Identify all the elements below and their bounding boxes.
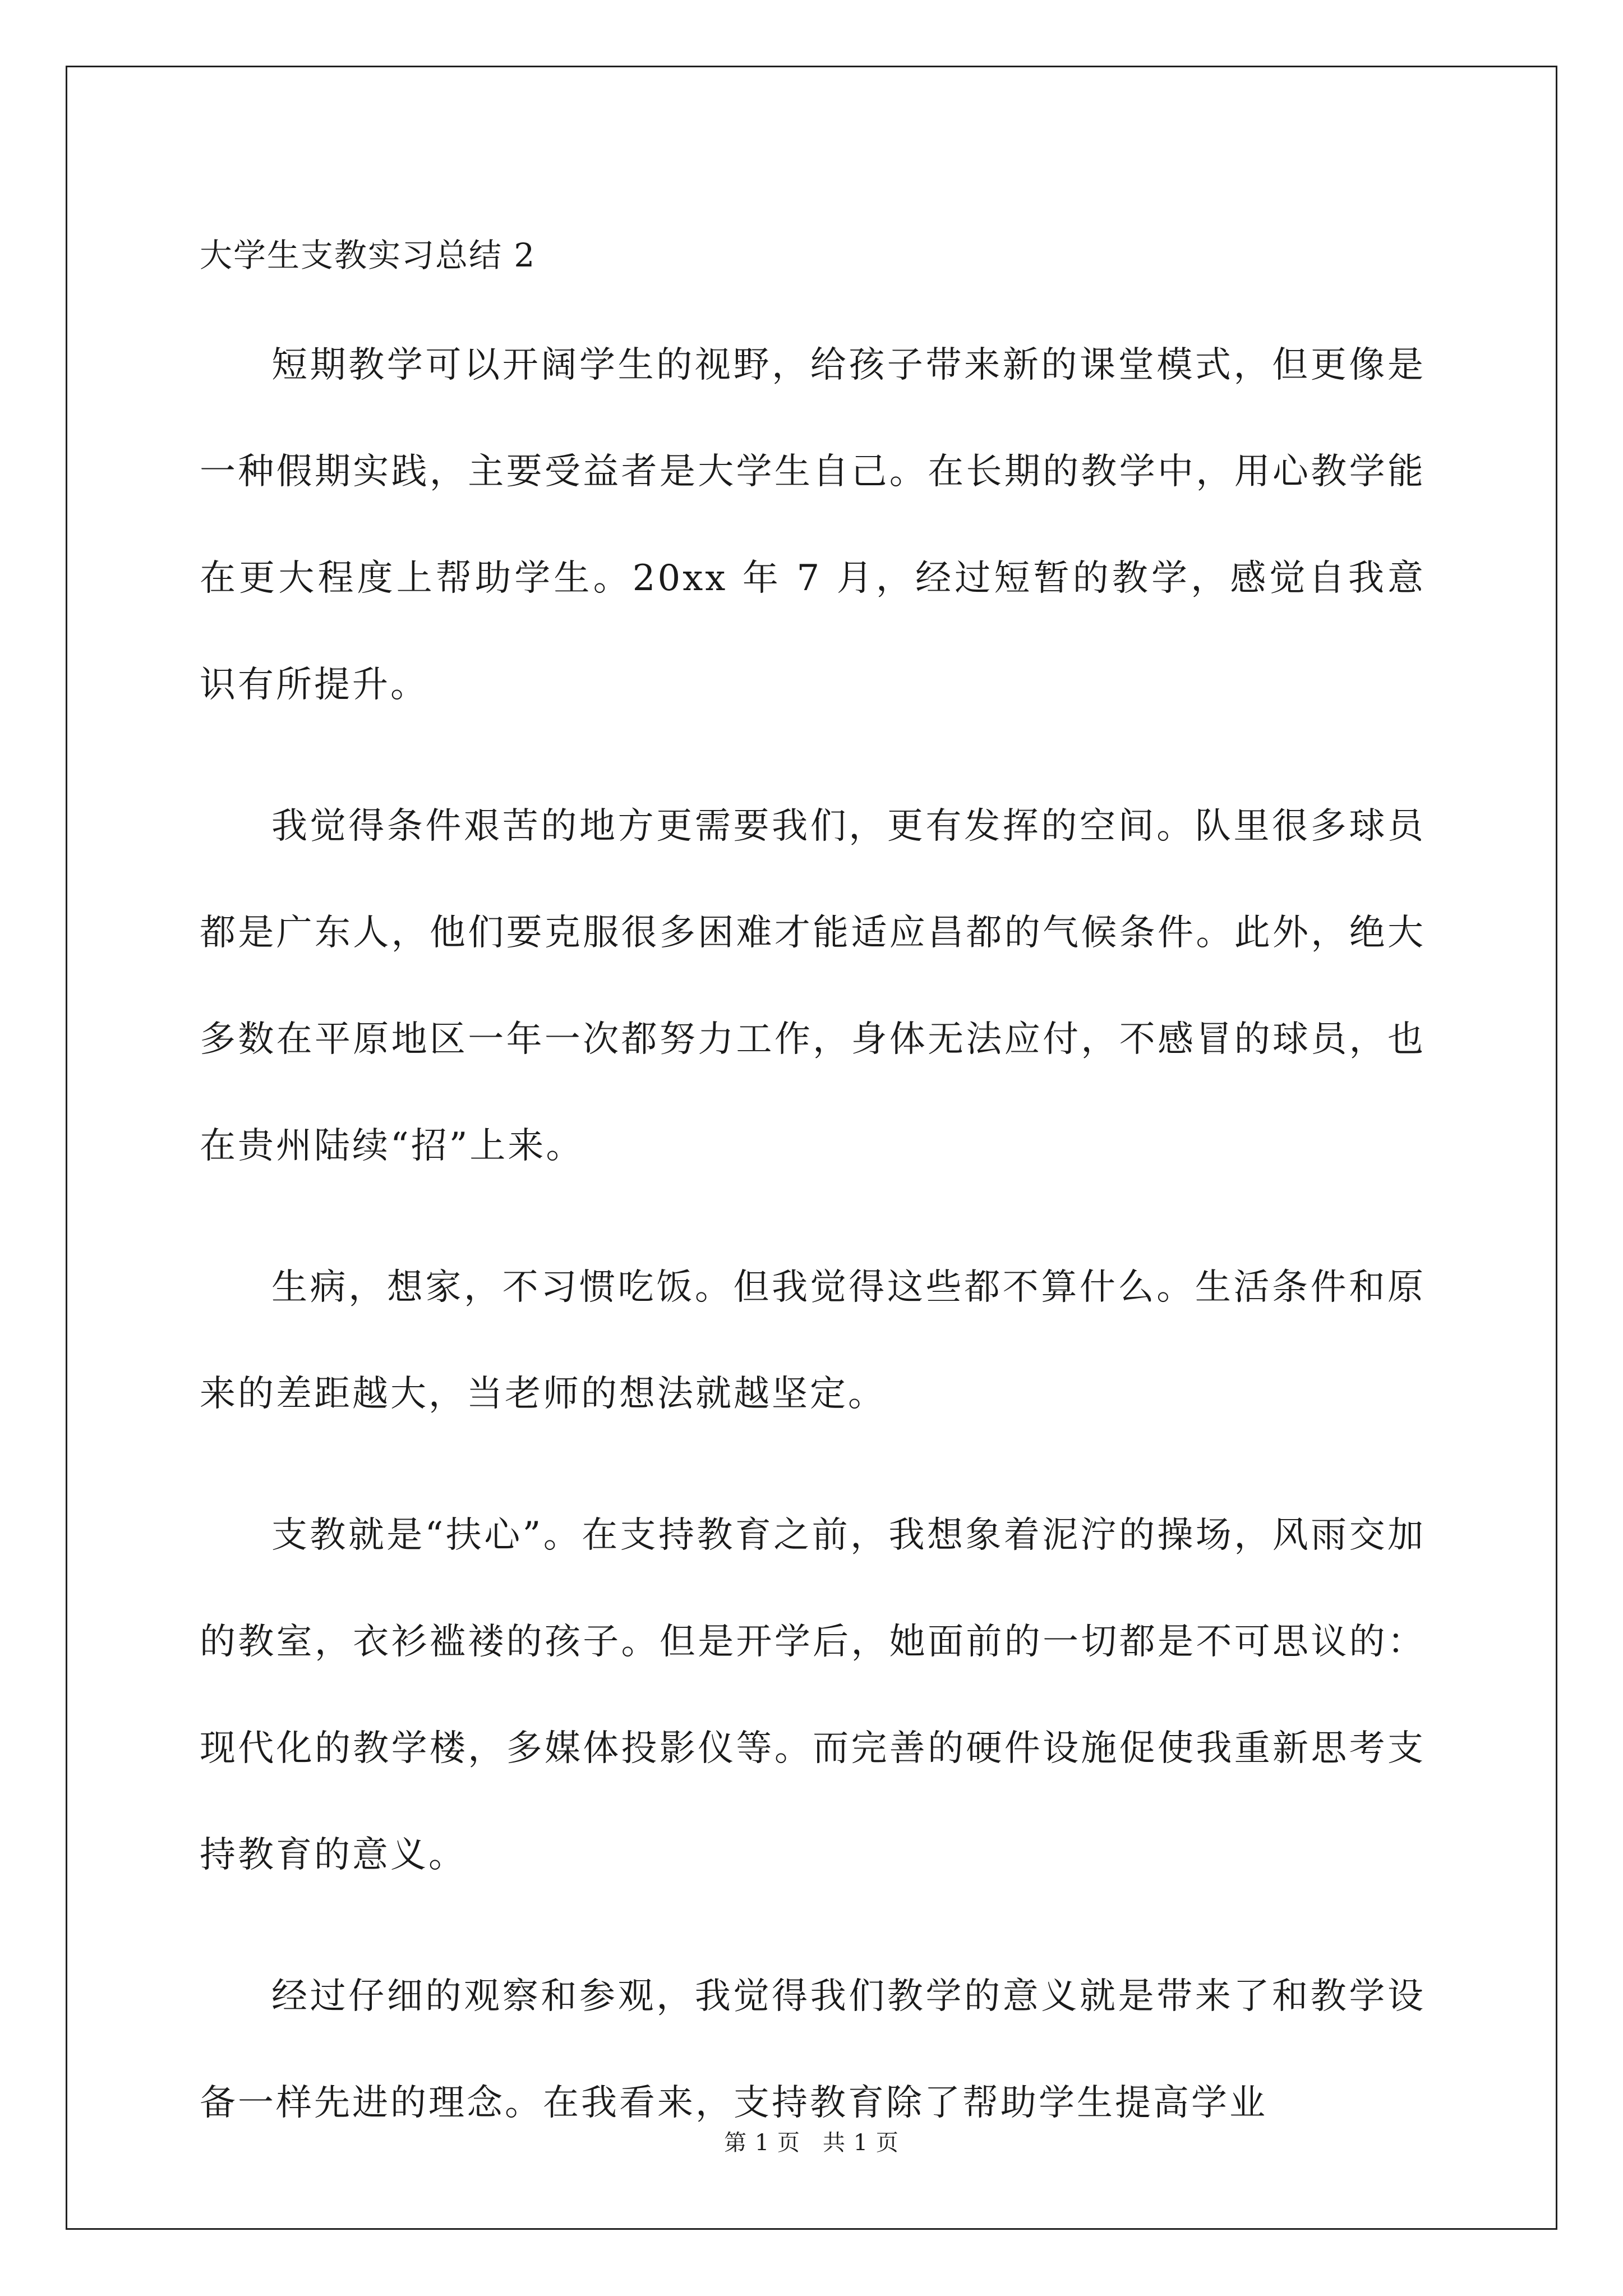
paragraph-2: 我觉得条件艰苦的地方更需要我们，更有发挥的空间。队里很多球员都是广东人，他们要克服很多困难才能适应昌都的气候条件。此外，绝大多数在平原地区一年一次都努力工作，身体无法应付，不感冒的球员，也在贵州陆续“招”上来。 (200, 806, 1426, 1167)
document-body (200, 224, 1426, 2156)
total-pages: 共 1 页 (823, 2130, 899, 2156)
paragraph-1: 短期教学可以开阔学生的视野，给孩子带来新的课堂模式，但更像是一种假期实践，主要受益者是大学生自己。在长期的教学中，用心教学能在更大程度上帮助学生。20xx 年 7 月，经过短暂的教学，感觉自我意识有所提升。 (200, 344, 1426, 706)
paragraph-4: 支教就是“扶心”。在支持教育之前，我想象着泥泞的操场，风雨交加的教室，衣衫褴褛的孩子。但是开学后，她面前的一切都是不可思议的：现代化的教学楼，多媒体投影仪等。而完善的硬件设施促使我重新思考支持教育的意义。 (200, 1515, 1426, 1876)
paragraph-5: 经过仔细的观察和参观，我觉得我们教学的意义就是带来了和教学设备一样先进的理念。在我看来，支持教育除了帮助学生提高学业 (200, 1976, 1426, 2124)
page-footer (0, 2129, 1623, 2157)
page-number: 第 1 页 (724, 2130, 800, 2156)
document-title: 大学生支教实习总结 2 (200, 236, 536, 274)
paragraph-3: 生病，想家，不习惯吃饭。但我觉得这些都不算什么。生活条件和原来的差距越大，当老师的想法就越坚定。 (200, 1267, 1426, 1415)
